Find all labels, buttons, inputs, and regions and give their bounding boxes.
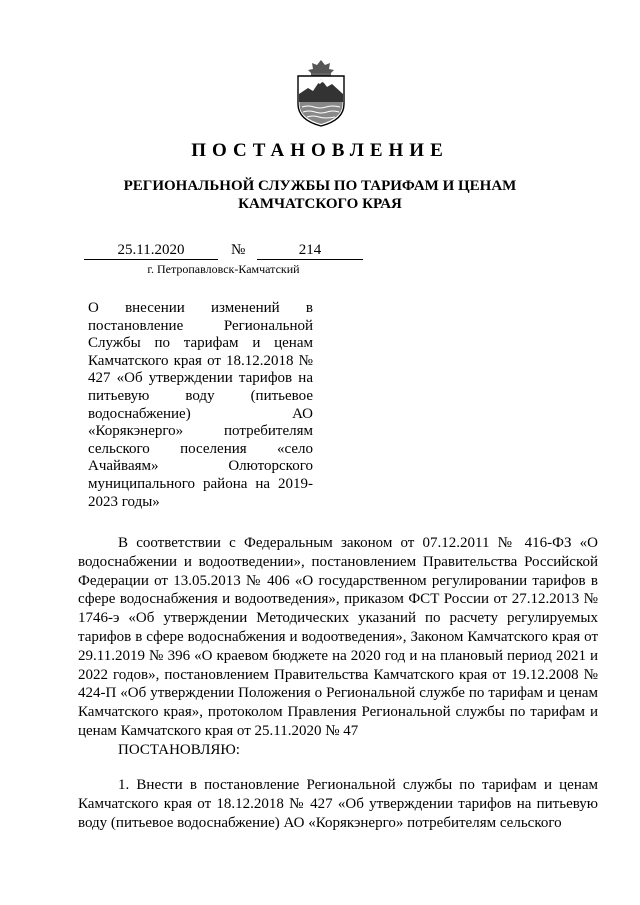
number-sign: № — [231, 242, 246, 258]
city-label: г. Петропавловск-Камчатский — [147, 262, 300, 276]
document-number: 214 — [257, 243, 363, 260]
document-date: 25.11.2020 — [84, 243, 218, 260]
preamble-paragraph: В соответствии с Федеральным законом от 07.12.2011 № 416-ФЗ «О водоснабжении и водоотведении», постановлением Правительства Российской Федерации от 13.05.2013 № 406 «О государственном регулировании тарифов в сфере водоснабжения и водоотведения», приказом ФСТ России от 27.12.2013 № 1746-э «Об утверждении Методических указаний по расчету регулируемых тарифов в сфере водоснабжения и водоотведения», Законом Камчатского края от 29.11.2019 № 396 «О краевом бюджете на 2020 год и на плановый период 2021 и 2022 годов», постановлением Правительства Камчатского края от 19.12.2008 № 424-П «Об утверждении Положения о Региональной службе по тарифам и ценам Камчатского края», протоколом Правления Региональной службы по тарифам и ценам Камчатского края от 25.11.2020 № 47 — [78, 535, 598, 739]
authority-line-1: РЕГИОНАЛЬНОЙ СЛУЖБЫ ПО ТАРИФАМ И ЦЕНАМ — [123, 178, 517, 194]
item-1-paragraph: 1. Внести в постановление Региональной службы по тарифам и ценам Камчатского края от 18.12.2018 № 427 «Об утверждении тарифов на питьевую воду (питьевое водоснабжение) АО «Корякэнерго» потребителям сельского — [78, 777, 598, 831]
authority-line-2: КАМЧАТСКОГО КРАЯ — [238, 196, 402, 212]
document-subject: О внесении изменений в постановление Региональной Службы по тарифам и ценам Камчатского края от 18.12.2018 № 427 «Об утверждении тарифов на питьевую воду (питьевое водоснабжение) АО «Корякэнерго» потребителям сельского поселения «село Ачайваям» Олюторского муниципального района на 2019-2023 годы» — [88, 300, 313, 510]
issuing-authority — [0, 177, 640, 213]
document-type-title: ПОСТАНОВЛЕНИЕ — [191, 140, 449, 161]
resolve-heading: ПОСТАНОВЛЯЮ: — [118, 742, 240, 758]
kamchatka-coat-of-arms-icon — [294, 58, 348, 128]
